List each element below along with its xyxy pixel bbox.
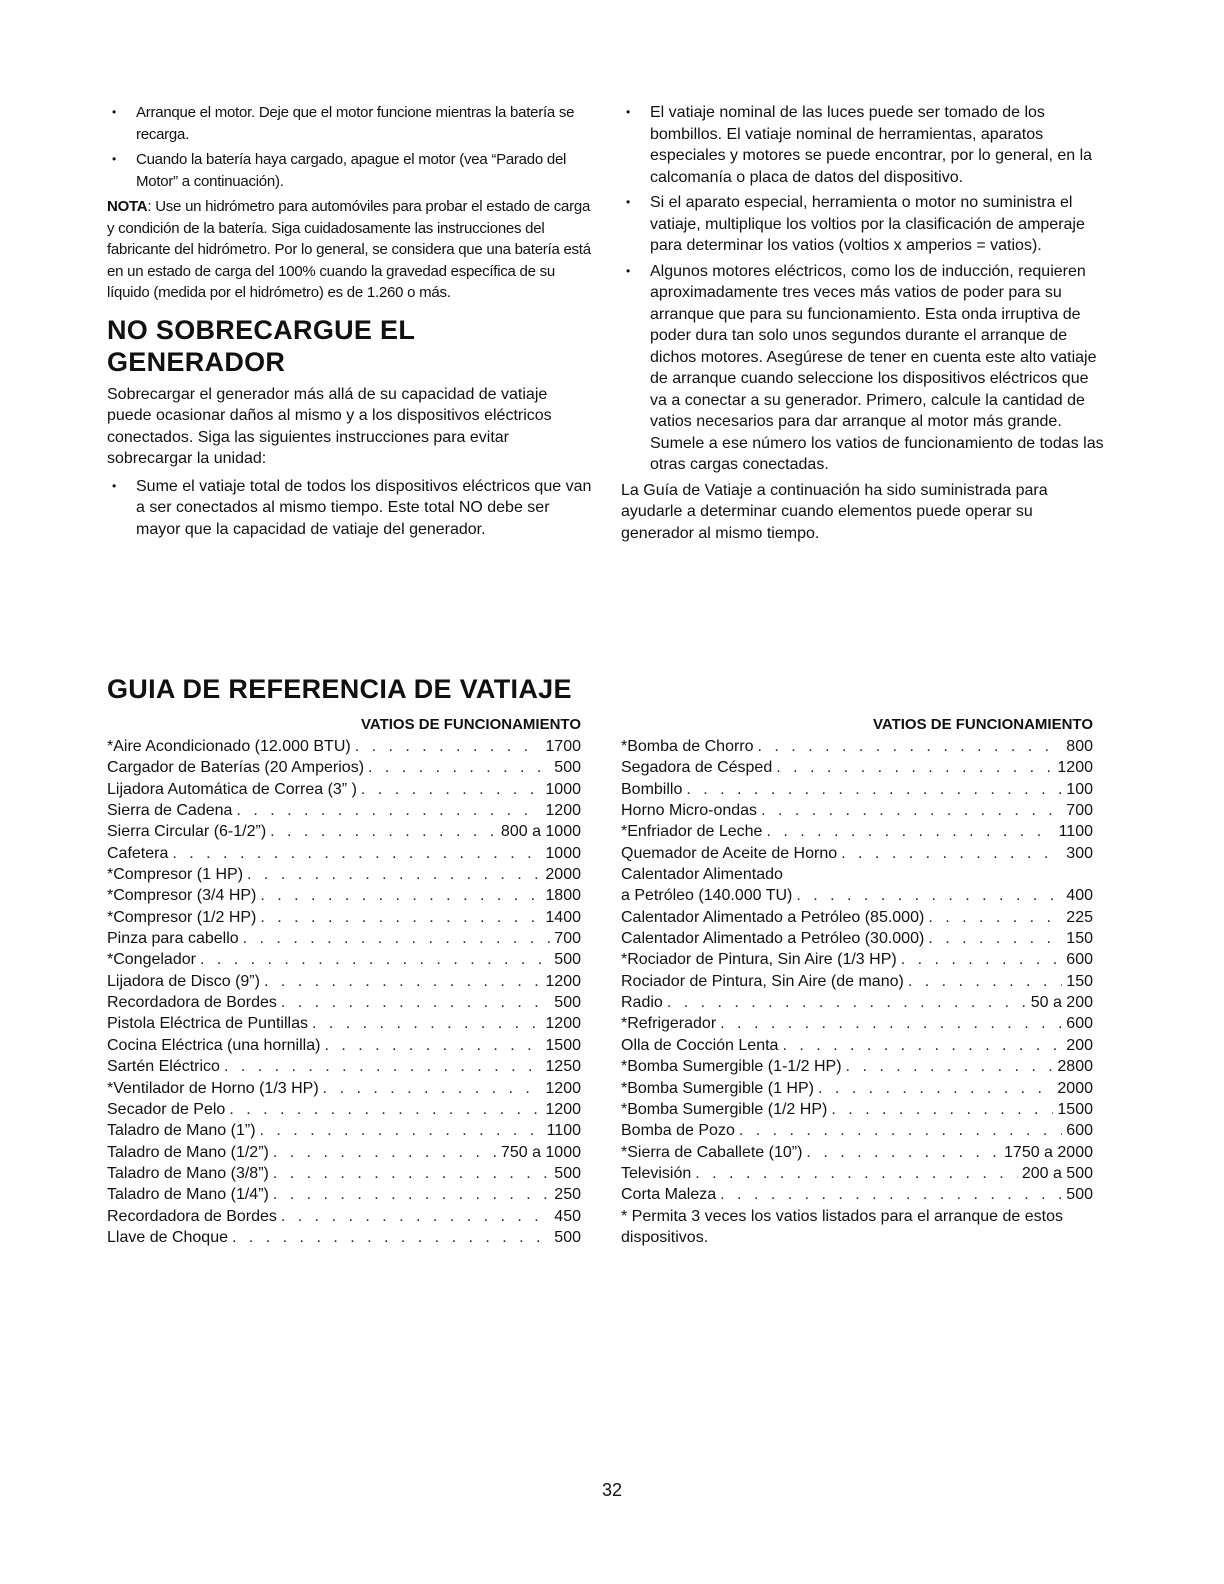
device-name: Cargador de Baterías (20 Amperios) [107, 759, 365, 777]
device-name: Sartén Eléctrico [107, 1058, 220, 1076]
device-name: Quemador de Aceite de Horno [621, 844, 838, 862]
table-row [107, 971, 581, 992]
running-watts: 700 [554, 930, 581, 948]
table-row [107, 907, 581, 928]
table-row [107, 885, 581, 906]
device-name: Olla de Cocción Lenta [621, 1036, 779, 1054]
table-row [107, 1227, 581, 1248]
running-watts: 1200 [545, 802, 581, 820]
running-watts: 1200 [545, 1100, 581, 1118]
dot-leader [281, 992, 550, 1013]
dot-leader [260, 885, 541, 906]
overload-intro: Sobrecargar el generador más allá de su capacidad de vatiaje puede ocasionar daños al mismo y a los dispositivos eléctricos conectados. Siga las siguientes instrucciones para evitar sobrecargar la unidad: [107, 385, 552, 467]
closing-paragraph: La Guía de Vatiaje a continuación ha sido suministrada para ayudarle a determinar cuando elementos puede operar su generador al mismo tiempo. [621, 481, 1048, 542]
device-name: *Compresor (3/4 HP) [107, 887, 257, 905]
running-watts: 2000 [1057, 1079, 1093, 1097]
device-name: *Congelador [107, 951, 196, 969]
running-watts: 1500 [545, 1036, 581, 1054]
table-row [107, 843, 581, 864]
dot-leader [243, 928, 551, 949]
running-watts: 1200 [545, 1015, 581, 1033]
device-name: Recordadora de Bordes [107, 1207, 277, 1225]
table-row [621, 779, 1093, 800]
dot-leader [846, 1056, 1054, 1077]
dot-leader [312, 1013, 541, 1034]
device-name: Televisión [621, 1164, 692, 1182]
device-name: Sierra de Cadena [107, 802, 233, 820]
dot-leader [260, 1120, 543, 1141]
running-watts: 200 a 500 [1021, 1164, 1093, 1182]
device-name: Lijadora de Disco (9”) [107, 972, 260, 990]
running-watts: 150 [1066, 972, 1093, 990]
table-row [107, 1056, 581, 1077]
device-name: Corta Maleza [621, 1186, 717, 1204]
device-name: Secador de Pelo [107, 1100, 226, 1118]
table-row [621, 949, 1093, 970]
table-row [621, 1120, 1093, 1141]
dot-leader [686, 779, 1062, 800]
device-name: Horno Micro-ondas [621, 802, 758, 820]
dot-leader [766, 821, 1054, 842]
note-text: : Use un hidrómetro para automóviles para probar el estado de carga y condición de la batería. Siga cuidadosamente las instrucciones del fabricante del hidrómetro. Por lo general, se considera que una batería está en un estado de carga del 100% cuando la gravedad específica de su líquido (medida por el hidrómetro) es de 1.260 o más. [107, 198, 591, 301]
list-item: • Algunos motores eléctricos, como los de inducción, requieren aproximadamente tres veces más vatios de poder para su arranque que para su funcionamiento. Esta onda irruptiva de poder dura tan solo unos segundos durante el arranque de dichos motores. Asegúrese de tener en cuenta este alto vatiaje de arranque cuando seleccione los dispositivos eléctricos que va a conectar a su generador. Primero, calcule la cantidad de vatios necesarios para dar arranque al motor más grande. Sumele a ese número los vatios de funcionamiento de todas las otras cargas conectadas. [621, 261, 1107, 476]
wattage-rows [621, 736, 1093, 864]
dot-leader [260, 907, 541, 928]
running-watts: 2000 [545, 866, 581, 884]
table-row [107, 1206, 581, 1227]
running-watts: 800 a 1000 [500, 823, 581, 841]
device-name: Radio [621, 994, 663, 1012]
table-row [621, 736, 1093, 757]
dot-leader [224, 1056, 541, 1077]
dot-leader [667, 992, 1027, 1013]
running-watts: 225 [1066, 908, 1093, 926]
device-name: Pistola Eléctrica de Puntillas [107, 1015, 308, 1033]
device-name: Segadora de Césped [621, 759, 773, 777]
table-row [621, 992, 1093, 1013]
device-name: *Ventilador de Horno (1/3 HP) [107, 1079, 319, 1097]
wattage-table-left [107, 714, 581, 1248]
column-header: VATIOS DE FUNCIONAMIENTO [360, 716, 581, 733]
device-name: Taladro de Mano (1/2”) [107, 1143, 269, 1161]
dot-leader [270, 821, 497, 842]
device-name: Rociador de Pintura, Sin Aire (de mano) [621, 972, 904, 990]
wattage-guide-title: GUIA DE REFERENCIA DE VATIAJE [107, 674, 572, 704]
dot-leader [273, 1184, 550, 1205]
list-item: • Cuando la batería haya cargado, apague el motor (vea “Parado del Motor” a continuación). [107, 149, 593, 192]
wattage-rows [107, 736, 581, 1248]
table-row [621, 885, 1093, 906]
running-watts: 1500 [1057, 1100, 1093, 1118]
running-watts: 1000 [545, 780, 581, 798]
running-watts: 500 [1066, 1186, 1093, 1204]
running-watts: 1200 [1057, 759, 1093, 777]
list-item: • Si el aparato especial, herramienta o motor no suministra el vatiaje, multiplique los voltios por la clasificación de amperaje para determinar los vatios (voltios x amperios = vatios). [621, 192, 1107, 257]
dot-leader [818, 1078, 1053, 1099]
device-name: *Bomba Sumergible (1/2 HP) [621, 1100, 828, 1118]
device-name: Bomba de Pozo [621, 1122, 735, 1140]
running-watts: 500 [554, 1228, 581, 1246]
table-row [621, 843, 1093, 864]
page-number: 32 [601, 1480, 623, 1500]
table-row [107, 1120, 581, 1141]
running-watts: 2800 [1057, 1058, 1093, 1076]
dot-leader [361, 779, 542, 800]
wattage-tips-list [621, 102, 1107, 476]
device-name: Calentador Alimentado a Petróleo (85.000) [621, 908, 925, 926]
dot-leader [281, 1206, 550, 1227]
device-name: Recordadora de Bordes [107, 994, 277, 1012]
running-watts: 1750 a 2000 [1004, 1143, 1093, 1161]
dot-leader [761, 800, 1062, 821]
dot-leader [928, 907, 1062, 928]
dot-leader [695, 1163, 1018, 1184]
table-row [621, 1099, 1093, 1120]
dot-leader [796, 885, 1062, 906]
device-name: a Petróleo (140.000 TU) [621, 887, 793, 905]
dot-leader [324, 1035, 541, 1056]
device-name: *Rociador de Pintura, Sin Aire (1/3 HP) [621, 951, 897, 969]
dot-leader [273, 1142, 497, 1163]
table-row [107, 928, 581, 949]
table-row [621, 1142, 1093, 1163]
table-row: Calentador Alimentado [621, 866, 783, 884]
dot-leader [720, 1013, 1062, 1034]
table-row [621, 1184, 1093, 1205]
device-name: Cafetera [107, 844, 169, 862]
dot-leader [782, 1035, 1062, 1056]
running-watts: 150 [1066, 930, 1093, 948]
running-watts: 1800 [545, 887, 581, 905]
dot-leader [232, 1227, 550, 1248]
device-name: Pinza para cabello [107, 930, 239, 948]
device-name: *Refrigerador [621, 1015, 717, 1033]
list-item: • El vatiaje nominal de las luces puede ser tomado de los bombillos. El vatiaje nominal de herramientas, aparatos especiales y motores se puede encontrar, por lo general, en la calcomanía o placa de datos del dispositivo. [621, 102, 1107, 188]
overload-heading: NO SOBRECARGUE EL GENERADOR [107, 314, 415, 377]
running-watts: 400 [1066, 887, 1093, 905]
running-watts: 100 [1066, 780, 1093, 798]
dot-leader [229, 1099, 541, 1120]
table-row [621, 1035, 1093, 1056]
dot-leader [739, 1120, 1062, 1141]
running-watts: 500 [554, 951, 581, 969]
device-name: *Enfriador de Leche [621, 823, 763, 841]
running-watts: 200 [1066, 1036, 1093, 1054]
device-name: Sierra Circular (6-1/2”) [107, 823, 267, 841]
table-row [621, 800, 1093, 821]
dot-leader [273, 1163, 550, 1184]
dot-leader [908, 971, 1062, 992]
dot-leader [323, 1078, 542, 1099]
device-name: *Aire Acondicionado (12.000 BTU) [107, 738, 351, 755]
running-watts: 500 [554, 994, 581, 1012]
device-name: Llave de Choque [107, 1228, 228, 1246]
running-watts: 600 [1066, 1015, 1093, 1033]
running-watts: 1000 [545, 844, 581, 862]
table-row [107, 949, 581, 970]
device-name: *Bomba Sumergible (1 HP) [621, 1079, 814, 1097]
dot-leader [776, 757, 1053, 778]
device-name: Taladro de Mano (1”) [107, 1122, 256, 1140]
table-row [621, 907, 1093, 928]
table-row [107, 1013, 581, 1034]
table-row [621, 757, 1093, 778]
dot-leader [264, 971, 541, 992]
table-row [621, 1056, 1093, 1077]
dot-leader [901, 949, 1063, 970]
dot-leader [247, 864, 541, 885]
running-watts: 1250 [545, 1058, 581, 1076]
running-watts: 300 [1066, 844, 1093, 862]
dot-leader [841, 843, 1062, 864]
device-name: Taladro de Mano (1/4”) [107, 1186, 269, 1204]
dot-leader [172, 843, 541, 864]
table-row [621, 971, 1093, 992]
wattage-table-right [621, 714, 1093, 1248]
device-name: Lijadora Automática de Correa (3” ) [107, 780, 357, 798]
table-row [621, 1163, 1093, 1184]
running-watts: 250 [554, 1186, 581, 1204]
note-paragraph [107, 196, 593, 304]
table-row [107, 1078, 581, 1099]
running-watts: 700 [1066, 802, 1093, 820]
table-row [621, 1013, 1093, 1034]
table-row [107, 757, 581, 778]
running-watts: 450 [554, 1207, 581, 1225]
running-watts: 50 a 200 [1030, 994, 1093, 1012]
table-row [107, 1099, 581, 1120]
table-row [107, 992, 581, 1013]
table-row [621, 928, 1093, 949]
table-row [107, 821, 581, 842]
device-name: *Compresor (1 HP) [107, 866, 244, 884]
running-watts: 500 [554, 759, 581, 777]
dot-leader [200, 949, 550, 970]
device-name: *Bomba de Chorro [621, 738, 754, 755]
device-name: *Bomba Sumergible (1-1/2 HP) [621, 1058, 842, 1076]
table-row [107, 800, 581, 821]
right-text-column [621, 102, 1107, 550]
list-item: • Arranque el motor. Deje que el motor funcione mientras la batería se recarga. [107, 102, 593, 145]
footnote: * Permita 3 veces los vatios listados para el arranque de estos dispositivos. [621, 1207, 1064, 1246]
table-row [107, 1035, 581, 1056]
table-row [107, 1163, 581, 1184]
table-row [621, 821, 1093, 842]
overload-list [107, 476, 593, 541]
dot-leader [720, 1184, 1062, 1205]
running-watts: 1100 [546, 1122, 581, 1140]
dot-leader [368, 757, 550, 778]
dot-leader [928, 928, 1062, 949]
running-watts: 500 [554, 1164, 581, 1182]
table-row [107, 1184, 581, 1205]
running-watts: 1100 [1058, 823, 1093, 841]
device-name: Calentador Alimentado a Petróleo (30.000) [621, 930, 925, 948]
dot-leader [806, 1142, 1000, 1163]
device-name: *Sierra de Caballete (10”) [621, 1143, 803, 1161]
device-name: Bombillo [621, 780, 683, 798]
dot-leader [758, 736, 1063, 757]
dot-leader [355, 736, 542, 757]
table-row [107, 779, 581, 800]
device-name: Taladro de Mano (3/8”) [107, 1164, 269, 1182]
note-label: NOTA [107, 198, 148, 215]
dot-leader [236, 800, 541, 821]
wattage-rows [621, 885, 1093, 1205]
battery-steps-list [107, 102, 593, 192]
left-text-column [107, 102, 593, 544]
running-watts: 1200 [545, 1079, 581, 1097]
running-watts: 1400 [545, 908, 581, 926]
running-watts: 1700 [545, 738, 581, 755]
running-watts: 600 [1066, 1122, 1093, 1140]
dot-leader [831, 1099, 1053, 1120]
running-watts: 600 [1066, 951, 1093, 969]
list-item: • Sume el vatiaje total de todos los dispositivos eléctricos que van a ser conectados al mismo tiempo. Este total NO debe ser mayor que la capacidad de vatiaje del generador. [107, 476, 593, 541]
running-watts: 750 a 1000 [500, 1143, 581, 1161]
table-row [107, 736, 581, 757]
column-header: VATIOS DE FUNCIONAMIENTO [872, 716, 1093, 733]
table-row [107, 1142, 581, 1163]
table-row [107, 864, 581, 885]
device-name: Cocina Eléctrica (una hornilla) [107, 1036, 321, 1054]
device-name: *Compresor (1/2 HP) [107, 908, 257, 926]
running-watts: 1200 [545, 972, 581, 990]
table-row [621, 1078, 1093, 1099]
running-watts: 800 [1066, 738, 1093, 755]
